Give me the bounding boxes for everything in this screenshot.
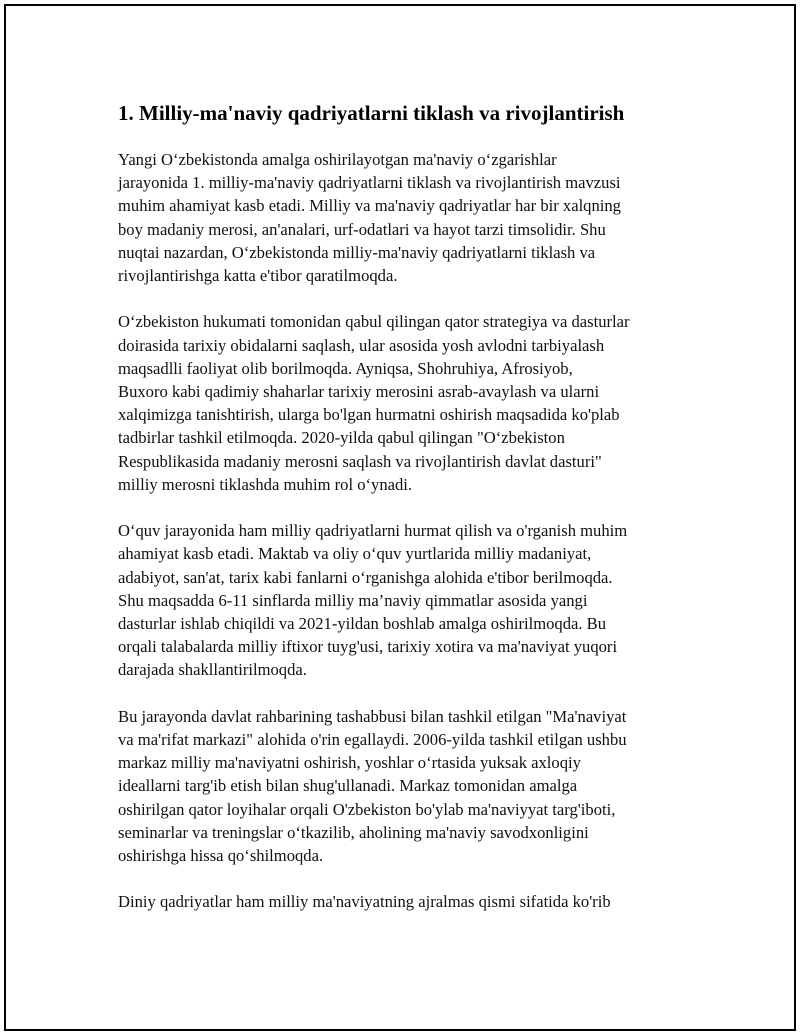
paragraph-line: muhim ahamiyat kasb etadi. Milliy va ma'naviy qadriyatlar har bir xalqning (118, 196, 621, 216)
paragraph-line: Bu jarayonda davlat rahbarining tashabbusi bilan tashkil etilgan "Ma'naviyat (118, 706, 627, 726)
paragraph-line: adabiyot, san'at, tarix kabi fanlarni o‘rganishga alohida e'tibor berilmoqda. (118, 567, 613, 587)
paragraph-line: orqali talabalarda milliy iftixor tuyg'usi, tarixiy xotira va ma'naviyat yuqori (118, 637, 618, 657)
paragraph-line: O‘quv jarayonida ham milliy qadriyatlarni hurmat qilish va o'rganish muhim (118, 521, 628, 541)
paragraph (118, 519, 698, 681)
paragraph (118, 705, 698, 867)
paragraph-line: darajada shakllantirilmoqda. (118, 660, 307, 680)
paragraph-line: dasturlar ishlab chiqildi va 2021-yildan boshlab amalga oshirilmoqda. Bu (118, 614, 607, 634)
paragraph-line: O‘zbekiston hukumati tomonidan qabul qilingan qator strategiya va dasturlar (118, 312, 630, 332)
paragraph-line: rivojlantirishga katta e'tibor qaratilmoqda. (118, 266, 398, 286)
paragraph-line: milliy merosni tiklashda muhim rol o‘ynadi. (118, 474, 413, 494)
paragraph-line: doirasida tarixiy obidalarni saqlash, ular asosida yosh avlodni tarbiyalash (118, 335, 605, 355)
paragraph-line: Respublikasida madaniy merosni saqlash va rivojlantirish davlat dasturi" (118, 451, 602, 471)
paragraph (118, 890, 698, 913)
paragraph-line: va ma'rifat markazi" alohida o'rin egallaydi. 2006-yilda tashkil etilgan ushbu (118, 730, 627, 750)
paragraph-list (118, 148, 698, 914)
page-frame (4, 4, 796, 1031)
paragraph-line: Diniy qadriyatlar ham milliy ma'naviyatning ajralmas qismi sifatida ko'rib (118, 892, 611, 912)
paragraph-line: Buxoro kabi qadimiy shaharlar tarixiy merosini asrab-avaylash va ularni (118, 382, 600, 402)
paragraph-line: oshirishga hissa qo‘shilmoqda. (118, 846, 324, 866)
document-title: 1. Milliy-ma'naviy qadriyatlarni tiklash va rivojlantirish (118, 101, 625, 125)
paragraph-line: ahamiyat kasb etadi. Maktab va oliy o‘quv yurtlarida milliy madaniyat, (118, 544, 592, 564)
document-body (118, 94, 698, 937)
paragraph-line: Shu maqsadda 6-11 sinflarda milliy ma’naviy qimmatlar asosida yangi (118, 590, 588, 610)
paragraph-line: boy madaniy merosi, an'analari, urf-odatlari va hayot tarzi timsolidir. Shu (118, 219, 606, 239)
paragraph-line: jarayonida 1. milliy-ma'naviy qadriyatlarni tiklash va rivojlantirish mavzusi (118, 173, 621, 193)
paragraph-line: maqsadlli faoliyat olib borilmoqda. Ayniqsa, Shohruhiya, Afrosiyob, (118, 358, 573, 378)
paragraph-line: markaz milliy ma'naviyatni oshirish, yoshlar o‘rtasida yuksak axloqiy (118, 753, 581, 773)
paragraph-line: oshirilgan qator loyihalar orqali O'zbekiston bo'ylab ma'naviyyat targ'iboti, (118, 799, 616, 819)
paragraph-line: tadbirlar tashkil etilmoqda. 2020-yilda qabul qilingan "O‘zbekiston (118, 428, 565, 448)
paragraph (118, 148, 698, 287)
paragraph-line: seminarlar va treningslar o‘tkazilib, aholining ma'naviy savodxonligini (118, 822, 589, 842)
paragraph-line: ideallarni targ'ib etish bilan shug'ullanadi. Markaz tomonidan amalga (118, 776, 578, 796)
paragraph-line: xalqimizga tanishtirish, ularga bo'lgan hurmatni oshirish maqsadida ko'plab (118, 405, 620, 425)
paragraph (118, 310, 698, 496)
paragraph-line: Yangi O‘zbekistonda amalga oshirilayotgan ma'naviy o‘zgarishlar (118, 150, 557, 169)
paragraph-line: nuqtai nazardan, O‘zbekistonda milliy-ma'naviy qadriyatlarni tiklash va (118, 242, 596, 262)
